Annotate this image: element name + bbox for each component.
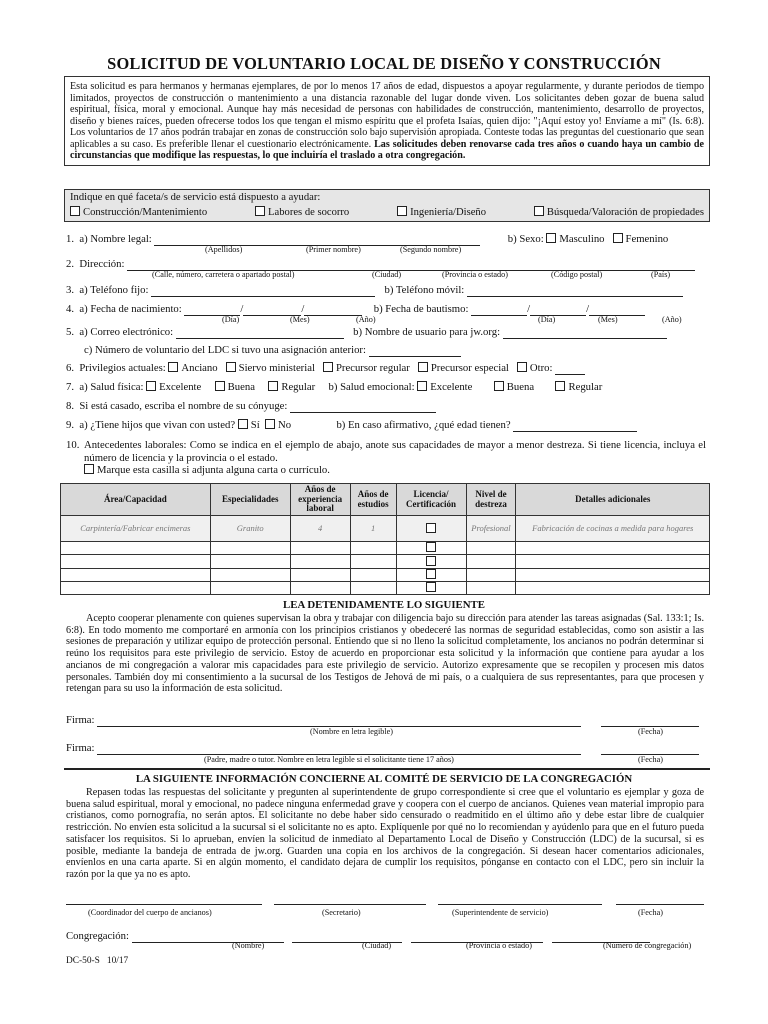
- q9-row: 9. a) ¿Tiene hijos que vivan con usted? Sí No b) En caso afirmativo, ¿qué edad tienen?: [66, 419, 706, 432]
- intro-bold-text: Las solicitudes deben renovarse cada tres años o cuando haya un cambio de circunstancias que modifique las respuestas, lo que incluiría el traslado a otra congregación.: [70, 138, 704, 161]
- sub-label: (Ciudad): [362, 941, 392, 950]
- email-field[interactable]: [176, 328, 344, 339]
- sub-label: (Padre, madre o tutor. Nombre en letra legible si el solicitante tiene 17 años): [204, 755, 454, 764]
- checkbox[interactable]: [255, 206, 265, 216]
- legal-name-field[interactable]: [154, 235, 480, 246]
- sub-label: (Apellidos): [205, 245, 243, 254]
- address-label: Dirección:: [79, 258, 125, 270]
- sub-label: (Fecha): [638, 755, 664, 764]
- sub-label: (Año): [662, 315, 682, 324]
- sub-label: (Provincia o estado): [466, 941, 532, 950]
- table-cell: Granito: [210, 516, 290, 542]
- sub-label: (Secretario): [322, 908, 361, 917]
- work-history-text: Antecedentes laborales: Como se indica en el ejemplo de abajo, anote sus capacidades de mayor a menor destreza. Si tiene licencia, incluya el número de licencia y la provincia o el estado.: [84, 439, 706, 464]
- column-header: Licencia/ Certificación: [396, 484, 466, 516]
- column-header: Años de estudios: [350, 484, 396, 516]
- q3-row: 3. a) Teléfono fijo: b) Teléfono móvil:: [66, 284, 706, 297]
- mobile-field[interactable]: [467, 286, 683, 297]
- baptism-day-field[interactable]: [471, 305, 527, 316]
- sub-label: (País): [651, 270, 671, 279]
- sub-label: (Calle, número, carretera o apartado postal): [152, 270, 295, 279]
- table-header-row: [61, 484, 710, 516]
- other-field[interactable]: [555, 364, 585, 375]
- section-divider: [64, 768, 710, 770]
- physical-good-checkbox[interactable]: [215, 381, 225, 391]
- facet-question: Indique en qué faceta/s de servicio está dispuesto a ayudar:: [70, 192, 321, 203]
- sub-label: (Nombre): [232, 941, 265, 950]
- table-row: [61, 542, 710, 555]
- guardian-signature-field[interactable]: [97, 744, 581, 755]
- q4-row: 4. a) Fecha de nacimiento: / / b) Fecha de bautismo: / /: [66, 303, 706, 316]
- coordinator-signature-field[interactable]: [66, 894, 262, 905]
- signature-label: Firma:: [66, 742, 95, 754]
- children-ages-label: b) En caso afirmativo, ¿qué edad tienen?: [336, 419, 511, 431]
- other-checkbox[interactable]: [517, 362, 527, 372]
- sub-label: (Provincia o estado): [442, 270, 508, 279]
- table-cell: Fabricación de cocinas a medida para hogares: [516, 516, 710, 542]
- guardian-date-field[interactable]: [601, 744, 699, 755]
- table-row: [61, 581, 710, 594]
- sub-label: (Mes): [598, 315, 618, 324]
- baptism-month-field[interactable]: [530, 305, 586, 316]
- jworg-username-label: b) Nombre de usuario para jw.org:: [353, 326, 501, 338]
- emotional-health-label: b) Salud emocional:: [328, 381, 415, 393]
- facet-option-engineering[interactable]: Ingeniería/Diseño: [397, 206, 486, 220]
- checkbox[interactable]: [534, 206, 544, 216]
- committee-paragraph: Repasen todas las respuestas del solicitante y pregunten al superintendente de grupo correspondiente si cree que el voluntario es ejemplar y goza de buena salud espiritual, moral y emocional, no padece ninguna enfermedad grave y coopera con el cuerpo de ancianos. Quienes vean material impropio para cristianos, como pornografía, no serán aptos. El solicitante no debe haber sido censurado o readmitido en el último año y debe estar libre de cualquier restricción. No envíen esta solicitud a la sucursal si el solicitante no es apto. Explíquenle por qué no lo recomiendan y ayúdenlo para que en el futuro pueda satisfacer los requisitos. Si lo aprueban, envíen la solicitud de inmediato al Departamento Local de Diseño y Construcción (LDC) de la sucursal, si es posible, mediante la bandeja de entrada de jw.org. Guarden una copia en los archivos de la congregación. Si desean hacer comentarios adicionales, envíenlos en una carta aparte. Si en algún momento, el candidato dejara de cumplir los requisitos, pónganse en contacto con el LDC, pero sin incluir la razón por la que ya no es apto.: [66, 787, 704, 881]
- emotional-fair-checkbox[interactable]: [555, 381, 565, 391]
- committee-signature-lines: [66, 905, 706, 906]
- landline-field[interactable]: [151, 286, 375, 297]
- children-yes-checkbox[interactable]: [238, 419, 248, 429]
- facet-option-construction[interactable]: Construcción/Mantenimiento: [70, 206, 207, 220]
- regular-pioneer-checkbox[interactable]: [323, 362, 333, 372]
- birth-year-field[interactable]: [304, 305, 362, 316]
- table-cell: Carpintería/Fabricar encimeras: [61, 516, 211, 542]
- q7-row: 7. a) Salud física: Excelente Buena Regular b) Salud emocional: Excelente Buena Regular: [66, 381, 603, 393]
- q6-row: 6. Privilegios actuales: Anciano Siervo ministerial Precursor regular Precursor especial Otro:: [66, 362, 706, 375]
- mobile-label: b) Teléfono móvil:: [384, 284, 465, 296]
- privileges-label: Privilegios actuales:: [79, 362, 166, 374]
- congregation-label: Congregación:: [66, 930, 129, 942]
- sub-label: (Superintendente de servicio): [452, 908, 549, 917]
- signature-date-field[interactable]: [601, 716, 699, 727]
- sub-label: (Código postal): [551, 270, 603, 279]
- facet-option-property[interactable]: Búsqueda/Valoración de propiedades: [534, 206, 704, 220]
- form-code: DC-50-S 10/17: [66, 956, 129, 966]
- service-overseer-signature-field[interactable]: [438, 894, 602, 905]
- ldc-number-field[interactable]: [369, 346, 461, 357]
- landline-label: a) Teléfono fijo:: [79, 284, 149, 296]
- q8-row: 8. Si está casado, escriba el nombre de su cónyuge:: [66, 400, 706, 413]
- signature-row-2: [66, 742, 706, 755]
- attachment-checkbox[interactable]: [84, 464, 94, 474]
- q2-row: 2. Dirección:: [66, 258, 706, 271]
- signature-row-1: [66, 714, 706, 727]
- license-checkbox[interactable]: [426, 523, 436, 533]
- female-checkbox[interactable]: [613, 233, 623, 243]
- signature-label: Firma:: [66, 714, 95, 726]
- sub-label: (Número de congregación): [603, 941, 692, 950]
- signature-field[interactable]: [97, 716, 581, 727]
- table-cell: 1: [350, 516, 396, 542]
- table-cell: [396, 516, 466, 542]
- email-label: a) Correo electrónico:: [79, 326, 174, 338]
- elder-checkbox[interactable]: [168, 362, 178, 372]
- spouse-field[interactable]: [290, 402, 436, 413]
- baptism-year-field[interactable]: [589, 305, 645, 316]
- attachment-label: Marque esta casilla si adjunta alguna carta o currículo.: [97, 464, 330, 477]
- intro-text: Esta solicitud es para hermanos y hermanas ejemplares, de por lo menos 17 años de edad, dispuestos a apoyar regularmente, y durante periodos de tiempo limitados, proyectos de construcción o mantenimiento a una distancia razonable del lugar donde viven. Los solicitantes deben gozar de buena salud espiritual, física, moral y emocional. Aunque hay más necesidad de personas con habilidades de construcción, mantenimiento, desarrollo de proyectos, diseño y bienes raíces, pueden ofrecerse todos los que tengan el mismo espíritu que el profeta Isaías, quien dijo: "¡Aquí estoy yo! Envíame a mí" (Is. 6:8). Los voluntarios de 17 años podrán trabajar en zonas de construcción solo bajo supervisión apropiada. Conteste todas las preguntas del cuestionario que sean aplicables a su caso. Es preferible llenar el cuestionario electrónicamente.: [70, 81, 704, 150]
- sub-label: (Día): [222, 315, 240, 324]
- column-header: Área/Capacidad: [61, 484, 211, 516]
- emotional-excellent-checkbox[interactable]: [417, 381, 427, 391]
- license-checkbox[interactable]: [426, 542, 436, 552]
- form-title: SOLICITUD DE VOLUNTARIO LOCAL DE DISEÑO Y CONSTRUCCIÓN: [107, 54, 661, 73]
- table-row: [61, 555, 710, 568]
- children-no-checkbox[interactable]: [265, 419, 275, 429]
- physical-fair-checkbox[interactable]: [268, 381, 278, 391]
- service-facet-box: [64, 189, 710, 222]
- birth-date-label: a) Fecha de nacimiento:: [79, 303, 182, 315]
- children-label: a) ¿Tiene hijos que vivan con usted?: [79, 419, 236, 431]
- sex-label: b) Sexo:: [507, 233, 544, 245]
- work-history-table: [60, 483, 710, 595]
- sub-label: (Coordinador del cuerpo de ancianos): [88, 908, 212, 917]
- birth-day-field[interactable]: [184, 305, 240, 316]
- table-cell: Profesional: [466, 516, 516, 542]
- example-row: [61, 516, 710, 542]
- read-carefully-title: LEA DETENIDAMENTE LO SIGUIENTE: [283, 599, 485, 611]
- q5-row: 5. a) Correo electrónico: b) Nombre de usuario para jw.org:: [66, 326, 706, 339]
- children-ages-field[interactable]: [513, 421, 637, 432]
- address-field[interactable]: [127, 260, 695, 271]
- sub-label: (Ciudad): [372, 270, 402, 279]
- spouse-label: Si está casado, escriba el nombre de su cónyuge:: [79, 400, 288, 412]
- sub-label: (Fecha): [638, 908, 664, 917]
- special-pioneer-checkbox[interactable]: [418, 362, 428, 372]
- column-header: Especialidades: [210, 484, 290, 516]
- ministerial-servant-checkbox[interactable]: [226, 362, 236, 372]
- sub-label: (Mes): [290, 315, 310, 324]
- facet-option-relief[interactable]: Labores de socorro: [255, 206, 349, 220]
- emotional-good-checkbox[interactable]: [494, 381, 504, 391]
- table-cell: 4: [290, 516, 350, 542]
- q1-row: 1. a) Nombre legal: b) Sexo: Masculino Femenino: [66, 233, 669, 245]
- sub-label: (Día): [538, 315, 556, 324]
- ldc-number-label: c) Número de voluntario del LDC si tuvo una asignación anterior:: [84, 344, 366, 356]
- table-row: [61, 568, 710, 581]
- sub-label: (Nombre en letra legible): [310, 727, 393, 736]
- intro-box: [64, 76, 710, 166]
- column-header: Nivel de destreza: [466, 484, 516, 516]
- license-checkbox[interactable]: [426, 556, 436, 566]
- jworg-username-field[interactable]: [503, 328, 667, 339]
- consent-paragraph: Acepto cooperar plenamente con quienes supervisan la obra y trabajar con diligencia bajo su dirección para atender las tareas asignadas (Sal. 133:1; Is. 6:8). En todo momento me comportaré en armonía con los principios cristianos y obedeceré las normas de seguridad establecidas, como son asistir a las sesiones de preparación y utilizar equipo de protección personal. Entiendo que si no lleno la solicitud completamente, los ancianos no podrán determinar si reúno los requisitos para este privilegio de servicio. Estoy de acuerdo en proporcionar esta solicitud y la información que contiene para ayudar a los ancianos de mi congregación a valorar mis capacidades para este privilegio de servicio. Autorizo expresamente que se recopilen y procesen mis datos personales. También doy mi consentimiento a la sucursal de los Testigos de Jehová de mi país, o a cualquiera de sus representantes, para que procesen y retengan para su uso la información de esta solicitud.: [66, 613, 704, 695]
- q5c-row: [84, 344, 724, 357]
- committee-date-field[interactable]: [616, 894, 704, 905]
- secretary-signature-field[interactable]: [274, 894, 426, 905]
- q10-row: 10. Antecedentes laborales: Como se indica en el ejemplo de abajo, anote sus capacidades de mayor a menor destreza. Si tiene licencia, incluya el número de licencia y la provincia o el estado. Marque esta casilla si adjunta alguna carta o currículo.: [66, 439, 706, 477]
- column-header: Años de experiencia laboral: [290, 484, 350, 516]
- license-checkbox[interactable]: [426, 569, 436, 579]
- sub-label: (Fecha): [638, 727, 664, 736]
- physical-health-label: a) Salud física:: [79, 381, 144, 393]
- sub-label: (Primer nombre): [306, 245, 361, 254]
- birth-month-field[interactable]: [243, 305, 301, 316]
- license-checkbox[interactable]: [426, 582, 436, 592]
- sub-label: (Año): [356, 315, 376, 324]
- checkbox[interactable]: [397, 206, 407, 216]
- column-header: Detalles adicionales: [516, 484, 710, 516]
- physical-excellent-checkbox[interactable]: [146, 381, 156, 391]
- committee-title: LA SIGUIENTE INFORMACIÓN CONCIERNE AL COMITÉ DE SERVICIO DE LA CONGREGACIÓN: [135, 773, 633, 785]
- baptism-date-label: b) Fecha de bautismo:: [373, 303, 469, 315]
- male-checkbox[interactable]: [546, 233, 556, 243]
- legal-name-label: a) Nombre legal:: [79, 233, 152, 245]
- sub-label: (Segundo nombre): [400, 245, 462, 254]
- checkbox[interactable]: [70, 206, 80, 216]
